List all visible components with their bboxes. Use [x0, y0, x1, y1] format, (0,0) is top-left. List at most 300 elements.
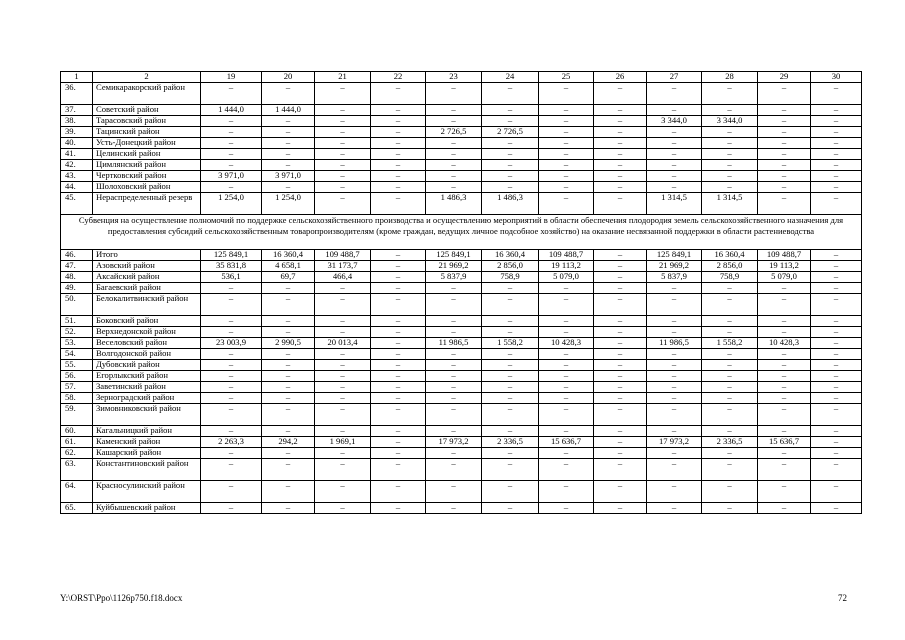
district-name: Целинский район: [93, 149, 201, 160]
value-cell: 2 336,5: [482, 437, 539, 448]
value-cell: –: [315, 327, 371, 338]
value-cell: –: [201, 316, 262, 327]
value-cell: –: [482, 83, 539, 105]
value-cell: 2 726,5: [482, 127, 539, 138]
header-cell: 22: [371, 72, 426, 83]
value-cell: 16 360,4: [262, 250, 315, 261]
value-cell: –: [811, 272, 862, 283]
value-cell: –: [482, 459, 539, 481]
value-cell: –: [315, 283, 371, 294]
value-cell: –: [426, 316, 482, 327]
section-title: Субвенция на осуществление полномочий по поддержке сельскохозяйственного производства и осуществлению мероприятий в области обеспечения плодородия земель сельскохозяйственного назначения для предоставления субсидий сельскохозяйственным товаропроизводителям (кроме граждан, ведущих личное подсобное хозяйство) на оказание несвязанной поддержки в области растениеводства: [61, 215, 862, 250]
table-row: [61, 160, 862, 171]
table-row: [61, 459, 862, 481]
value-cell: –: [539, 193, 594, 215]
row-number: 62.: [61, 448, 93, 459]
header-cell: 28: [702, 72, 758, 83]
value-cell: –: [702, 127, 758, 138]
value-cell: –: [647, 393, 702, 404]
value-cell: –: [315, 294, 371, 316]
value-cell: –: [262, 182, 315, 193]
district-name: Нераспределенный резерв: [93, 193, 201, 215]
value-cell: 23 003,9: [201, 338, 262, 349]
value-cell: 16 360,4: [702, 250, 758, 261]
value-cell: –: [758, 393, 811, 404]
row-number: 65.: [61, 503, 93, 514]
row-number: 63.: [61, 459, 93, 481]
value-cell: 1 558,2: [482, 338, 539, 349]
value-cell: –: [594, 160, 647, 171]
value-cell: –: [594, 261, 647, 272]
value-cell: –: [702, 138, 758, 149]
value-cell: 69,7: [262, 272, 315, 283]
row-number: 41.: [61, 149, 93, 160]
value-cell: –: [758, 149, 811, 160]
value-cell: –: [811, 448, 862, 459]
row-number: 38.: [61, 116, 93, 127]
header-cell: 27: [647, 72, 702, 83]
value-cell: 10 428,3: [758, 338, 811, 349]
value-cell: –: [594, 149, 647, 160]
value-cell: –: [647, 404, 702, 426]
value-cell: –: [594, 404, 647, 426]
header-cell: 30: [811, 72, 862, 83]
value-cell: –: [594, 327, 647, 338]
header-cell: 20: [262, 72, 315, 83]
value-cell: 5 837,9: [647, 272, 702, 283]
value-cell: –: [594, 437, 647, 448]
value-cell: –: [426, 83, 482, 105]
table-row: [61, 127, 862, 138]
value-cell: –: [539, 503, 594, 514]
table-row: [61, 272, 862, 283]
value-cell: –: [315, 105, 371, 116]
table-row: [61, 149, 862, 160]
table-row: [61, 294, 862, 316]
value-cell: –: [539, 459, 594, 481]
value-cell: –: [371, 160, 426, 171]
value-cell: –: [758, 138, 811, 149]
value-cell: –: [647, 83, 702, 105]
row-number: 42.: [61, 160, 93, 171]
value-cell: –: [702, 371, 758, 382]
value-cell: –: [482, 294, 539, 316]
value-cell: –: [482, 393, 539, 404]
value-cell: –: [262, 393, 315, 404]
value-cell: –: [811, 371, 862, 382]
district-name: Веселовский район: [93, 338, 201, 349]
row-number: 44.: [61, 182, 93, 193]
value-cell: –: [647, 138, 702, 149]
footer-file-path: Y:\ORST\Ppo\1126p750.f18.docx: [60, 593, 183, 603]
value-cell: –: [758, 404, 811, 426]
value-cell: 2 336,5: [702, 437, 758, 448]
value-cell: –: [702, 382, 758, 393]
value-cell: –: [594, 338, 647, 349]
value-cell: –: [811, 116, 862, 127]
value-cell: –: [201, 182, 262, 193]
value-cell: –: [315, 503, 371, 514]
value-cell: –: [702, 105, 758, 116]
value-cell: –: [811, 382, 862, 393]
value-cell: –: [647, 448, 702, 459]
value-cell: –: [811, 160, 862, 171]
value-cell: –: [811, 138, 862, 149]
value-cell: –: [758, 327, 811, 338]
district-name: Итого: [93, 250, 201, 261]
header-cell: 23: [426, 72, 482, 83]
district-name: Красносулинский район: [93, 481, 201, 503]
table-row: [61, 105, 862, 116]
value-cell: –: [262, 426, 315, 437]
value-cell: –: [594, 283, 647, 294]
value-cell: –: [426, 448, 482, 459]
value-cell: –: [371, 127, 426, 138]
value-cell: –: [262, 382, 315, 393]
value-cell: –: [371, 83, 426, 105]
value-cell: –: [426, 426, 482, 437]
value-cell: –: [426, 459, 482, 481]
value-cell: –: [315, 382, 371, 393]
value-cell: –: [811, 360, 862, 371]
value-cell: 125 849,1: [201, 250, 262, 261]
value-cell: –: [758, 127, 811, 138]
header-cell: 29: [758, 72, 811, 83]
value-cell: 21 969,2: [647, 261, 702, 272]
value-cell: 11 986,5: [647, 338, 702, 349]
value-cell: –: [482, 360, 539, 371]
value-cell: –: [371, 338, 426, 349]
row-number: 46.: [61, 250, 93, 261]
value-cell: –: [594, 105, 647, 116]
value-cell: –: [426, 171, 482, 182]
value-cell: –: [811, 127, 862, 138]
value-cell: –: [539, 349, 594, 360]
value-cell: –: [539, 127, 594, 138]
value-cell: –: [594, 503, 647, 514]
value-cell: –: [539, 294, 594, 316]
value-cell: –: [482, 382, 539, 393]
value-cell: –: [426, 327, 482, 338]
value-cell: –: [426, 481, 482, 503]
district-name: Усть-Донецкий район: [93, 138, 201, 149]
value-cell: –: [315, 149, 371, 160]
table-row: [61, 382, 862, 393]
value-cell: 16 360,4: [482, 250, 539, 261]
value-cell: –: [811, 404, 862, 426]
table-row: [61, 349, 862, 360]
value-cell: –: [201, 116, 262, 127]
district-name: Куйбышевский район: [93, 503, 201, 514]
value-cell: –: [811, 503, 862, 514]
value-cell: –: [539, 138, 594, 149]
value-cell: –: [426, 360, 482, 371]
table-row: [61, 393, 862, 404]
value-cell: –: [371, 459, 426, 481]
value-cell: –: [371, 327, 426, 338]
header-cell: 25: [539, 72, 594, 83]
value-cell: –: [539, 160, 594, 171]
value-cell: –: [262, 481, 315, 503]
value-cell: –: [201, 393, 262, 404]
value-cell: –: [426, 382, 482, 393]
value-cell: –: [371, 503, 426, 514]
value-cell: –: [702, 481, 758, 503]
value-cell: –: [371, 116, 426, 127]
value-cell: –: [482, 327, 539, 338]
value-cell: 10 428,3: [539, 338, 594, 349]
value-cell: –: [201, 360, 262, 371]
value-cell: –: [315, 127, 371, 138]
value-cell: 2 856,0: [702, 261, 758, 272]
value-cell: 19 113,2: [539, 261, 594, 272]
value-cell: –: [702, 283, 758, 294]
value-cell: 1 486,3: [426, 193, 482, 215]
row-number: 55.: [61, 360, 93, 371]
table-row: [61, 437, 862, 448]
district-name: Тарасовский район: [93, 116, 201, 127]
table-row: [61, 83, 862, 105]
value-cell: 109 488,7: [758, 250, 811, 261]
value-cell: –: [371, 250, 426, 261]
value-cell: –: [201, 382, 262, 393]
value-cell: –: [262, 349, 315, 360]
table-row: [61, 360, 862, 371]
value-cell: –: [315, 160, 371, 171]
value-cell: –: [702, 503, 758, 514]
value-cell: –: [811, 261, 862, 272]
value-cell: –: [539, 382, 594, 393]
value-cell: –: [201, 404, 262, 426]
value-cell: –: [539, 149, 594, 160]
district-name: Чертковский район: [93, 171, 201, 182]
value-cell: –: [315, 193, 371, 215]
row-number: 52.: [61, 327, 93, 338]
value-cell: –: [539, 371, 594, 382]
value-cell: –: [315, 426, 371, 437]
value-cell: –: [702, 448, 758, 459]
row-number: 56.: [61, 371, 93, 382]
value-cell: –: [758, 459, 811, 481]
table-row: [61, 481, 862, 503]
table-row: [61, 404, 862, 426]
district-name: Егорлыкский район: [93, 371, 201, 382]
value-cell: –: [262, 316, 315, 327]
row-number: 61.: [61, 437, 93, 448]
value-cell: –: [539, 404, 594, 426]
value-cell: –: [758, 349, 811, 360]
value-cell: –: [594, 349, 647, 360]
value-cell: –: [482, 448, 539, 459]
district-name: Советский район: [93, 105, 201, 116]
header-cell: 24: [482, 72, 539, 83]
value-cell: –: [811, 459, 862, 481]
value-cell: –: [371, 316, 426, 327]
value-cell: –: [371, 105, 426, 116]
value-cell: –: [315, 360, 371, 371]
value-cell: –: [758, 382, 811, 393]
value-cell: –: [315, 393, 371, 404]
district-name: Азовский район: [93, 261, 201, 272]
value-cell: 5 079,0: [539, 272, 594, 283]
value-cell: –: [201, 138, 262, 149]
value-cell: –: [811, 105, 862, 116]
value-cell: –: [647, 481, 702, 503]
value-cell: –: [262, 138, 315, 149]
value-cell: –: [201, 149, 262, 160]
value-cell: 1 254,0: [262, 193, 315, 215]
value-cell: –: [702, 393, 758, 404]
row-number: 60.: [61, 426, 93, 437]
value-cell: –: [758, 448, 811, 459]
value-cell: –: [262, 371, 315, 382]
value-cell: –: [426, 371, 482, 382]
value-cell: –: [758, 160, 811, 171]
value-cell: 15 636,7: [758, 437, 811, 448]
value-cell: –: [371, 360, 426, 371]
table-row: [61, 283, 862, 294]
value-cell: –: [647, 105, 702, 116]
district-name: Белокалитвинский район: [93, 294, 201, 316]
value-cell: 21 969,2: [426, 261, 482, 272]
row-number: 45.: [61, 193, 93, 215]
value-cell: 758,9: [482, 272, 539, 283]
value-cell: –: [371, 149, 426, 160]
value-cell: –: [647, 459, 702, 481]
row-number: 50.: [61, 294, 93, 316]
value-cell: –: [315, 171, 371, 182]
district-name: Заветинский район: [93, 382, 201, 393]
value-cell: –: [647, 371, 702, 382]
header-cell: 26: [594, 72, 647, 83]
row-number: 59.: [61, 404, 93, 426]
header-cell: 19: [201, 72, 262, 83]
value-cell: 109 488,7: [315, 250, 371, 261]
value-cell: –: [811, 171, 862, 182]
value-cell: –: [539, 448, 594, 459]
row-number: 43.: [61, 171, 93, 182]
value-cell: –: [482, 503, 539, 514]
value-cell: 109 488,7: [539, 250, 594, 261]
value-cell: –: [315, 404, 371, 426]
value-cell: –: [201, 349, 262, 360]
value-cell: 1 444,0: [262, 105, 315, 116]
value-cell: –: [262, 459, 315, 481]
value-cell: –: [201, 294, 262, 316]
value-cell: –: [594, 171, 647, 182]
district-name: Зерноградский район: [93, 393, 201, 404]
value-cell: –: [758, 171, 811, 182]
value-cell: –: [262, 294, 315, 316]
row-number: 48.: [61, 272, 93, 283]
value-cell: –: [482, 116, 539, 127]
value-cell: –: [482, 349, 539, 360]
value-cell: –: [201, 459, 262, 481]
district-name: Верхнедонской район: [93, 327, 201, 338]
value-cell: –: [262, 503, 315, 514]
value-cell: –: [647, 283, 702, 294]
value-cell: –: [482, 171, 539, 182]
table-row: [61, 182, 862, 193]
value-cell: –: [758, 283, 811, 294]
value-cell: –: [647, 426, 702, 437]
value-cell: 11 986,5: [426, 338, 482, 349]
header-cell: 2: [93, 72, 201, 83]
value-cell: 1 969,1: [315, 437, 371, 448]
value-cell: –: [262, 283, 315, 294]
value-cell: –: [315, 448, 371, 459]
value-cell: 15 636,7: [539, 437, 594, 448]
value-cell: –: [482, 404, 539, 426]
value-cell: 2 990,5: [262, 338, 315, 349]
value-cell: –: [594, 294, 647, 316]
value-cell: –: [201, 371, 262, 382]
value-cell: –: [201, 448, 262, 459]
value-cell: –: [262, 360, 315, 371]
value-cell: –: [594, 127, 647, 138]
value-cell: –: [371, 404, 426, 426]
value-cell: –: [594, 193, 647, 215]
value-cell: 1 444,0: [201, 105, 262, 116]
value-cell: –: [539, 105, 594, 116]
value-cell: –: [371, 193, 426, 215]
header-cell: 1: [61, 72, 93, 83]
value-cell: –: [647, 294, 702, 316]
value-cell: –: [482, 371, 539, 382]
district-name: Цимлянский район: [93, 160, 201, 171]
value-cell: –: [426, 404, 482, 426]
value-cell: –: [594, 393, 647, 404]
value-cell: –: [594, 481, 647, 503]
value-cell: –: [702, 349, 758, 360]
value-cell: –: [594, 316, 647, 327]
value-cell: –: [758, 503, 811, 514]
value-cell: –: [539, 283, 594, 294]
value-cell: –: [647, 182, 702, 193]
value-cell: –: [811, 481, 862, 503]
value-cell: –: [758, 182, 811, 193]
table-row: [61, 327, 862, 338]
value-cell: –: [811, 393, 862, 404]
district-name: Волгодонской район: [93, 349, 201, 360]
value-cell: –: [594, 182, 647, 193]
value-cell: –: [594, 138, 647, 149]
value-cell: –: [702, 149, 758, 160]
row-number: 51.: [61, 316, 93, 327]
value-cell: –: [371, 283, 426, 294]
value-cell: –: [594, 426, 647, 437]
value-cell: –: [594, 83, 647, 105]
value-cell: –: [647, 160, 702, 171]
value-cell: –: [539, 481, 594, 503]
row-number: 49.: [61, 283, 93, 294]
value-cell: –: [647, 360, 702, 371]
value-cell: 5 079,0: [758, 272, 811, 283]
value-cell: –: [758, 371, 811, 382]
value-cell: –: [482, 426, 539, 437]
value-cell: –: [594, 360, 647, 371]
table-row: [61, 171, 862, 182]
value-cell: –: [371, 171, 426, 182]
value-cell: 35 831,8: [201, 261, 262, 272]
value-cell: –: [262, 327, 315, 338]
value-cell: –: [811, 316, 862, 327]
value-cell: –: [811, 182, 862, 193]
value-cell: –: [262, 404, 315, 426]
district-name: Дубовский район: [93, 360, 201, 371]
value-cell: –: [371, 349, 426, 360]
value-cell: –: [594, 250, 647, 261]
